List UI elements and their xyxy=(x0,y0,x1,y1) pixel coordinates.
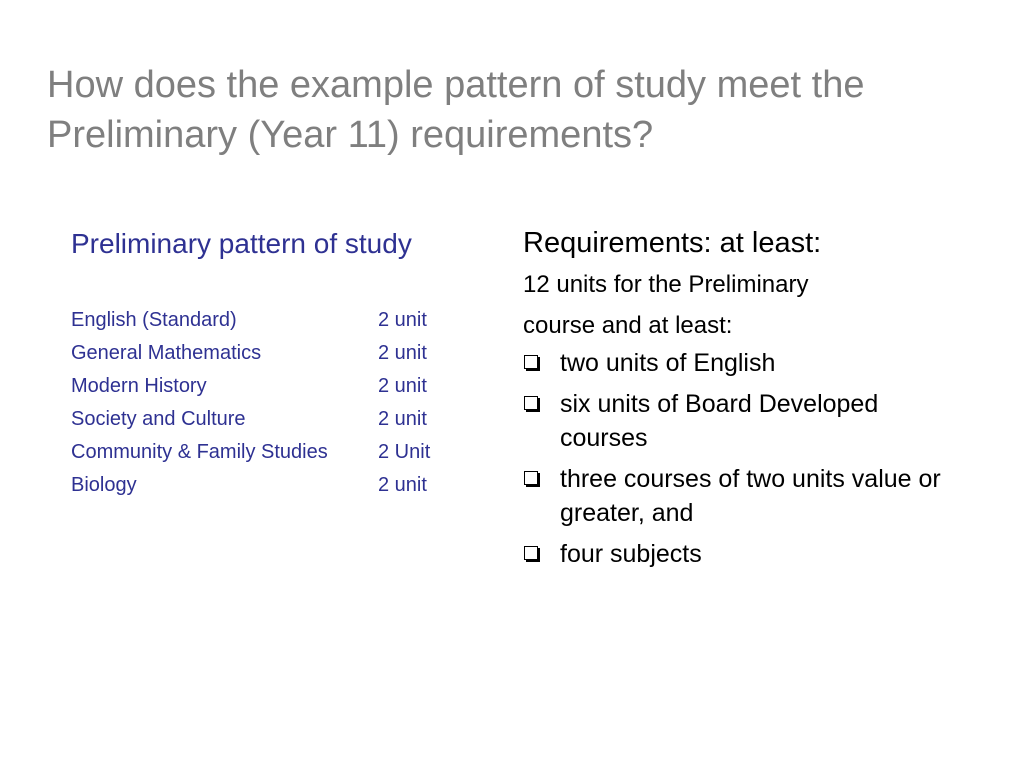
course-name: Biology xyxy=(71,474,137,496)
course-units: 2 unit xyxy=(378,309,427,331)
requirement-text: six units of Board Developed courses xyxy=(560,390,879,452)
list-item xyxy=(523,462,953,530)
requirements-heading: Requirements: at least: xyxy=(523,227,822,259)
course-units: 2 unit xyxy=(378,375,427,397)
checkbox-icon xyxy=(524,471,538,485)
table-row xyxy=(71,337,430,370)
course-name: Community & Family Studies xyxy=(71,441,328,463)
table-row xyxy=(71,304,430,337)
course-units: 2 unit xyxy=(378,342,427,364)
list-item xyxy=(523,537,953,571)
course-name: English (Standard) xyxy=(71,309,237,331)
requirements-line: 12 units for the Preliminary xyxy=(523,271,809,298)
course-units: 2 unit xyxy=(378,474,427,496)
slide-title: How does the example pattern of study meet the Preliminary (Year 11) requirements? xyxy=(47,64,865,156)
table-row xyxy=(71,403,430,436)
course-name: Modern History xyxy=(71,375,207,397)
pattern-heading: Preliminary pattern of study xyxy=(71,228,412,259)
course-units: 2 unit xyxy=(378,408,427,430)
requirements-line: course and at least: xyxy=(523,312,733,339)
table-row xyxy=(71,436,430,469)
course-table xyxy=(71,304,430,502)
list-item xyxy=(523,387,953,455)
course-name: Society and Culture xyxy=(71,408,246,430)
requirement-text: two units of English xyxy=(560,349,776,377)
course-name: General Mathematics xyxy=(71,342,262,364)
checkbox-icon xyxy=(524,546,538,560)
table-row xyxy=(71,469,430,502)
checkbox-icon xyxy=(524,396,538,410)
list-item xyxy=(523,346,953,380)
requirement-text: four subjects xyxy=(560,540,702,568)
requirement-text: three courses of two units value or greater, and xyxy=(560,465,941,527)
course-units: 2 Unit xyxy=(378,441,431,463)
requirements-list xyxy=(523,346,953,571)
table-row xyxy=(71,370,430,403)
requirements-panel xyxy=(523,222,953,578)
checkbox-icon xyxy=(524,355,538,369)
preliminary-pattern-panel xyxy=(71,224,471,502)
